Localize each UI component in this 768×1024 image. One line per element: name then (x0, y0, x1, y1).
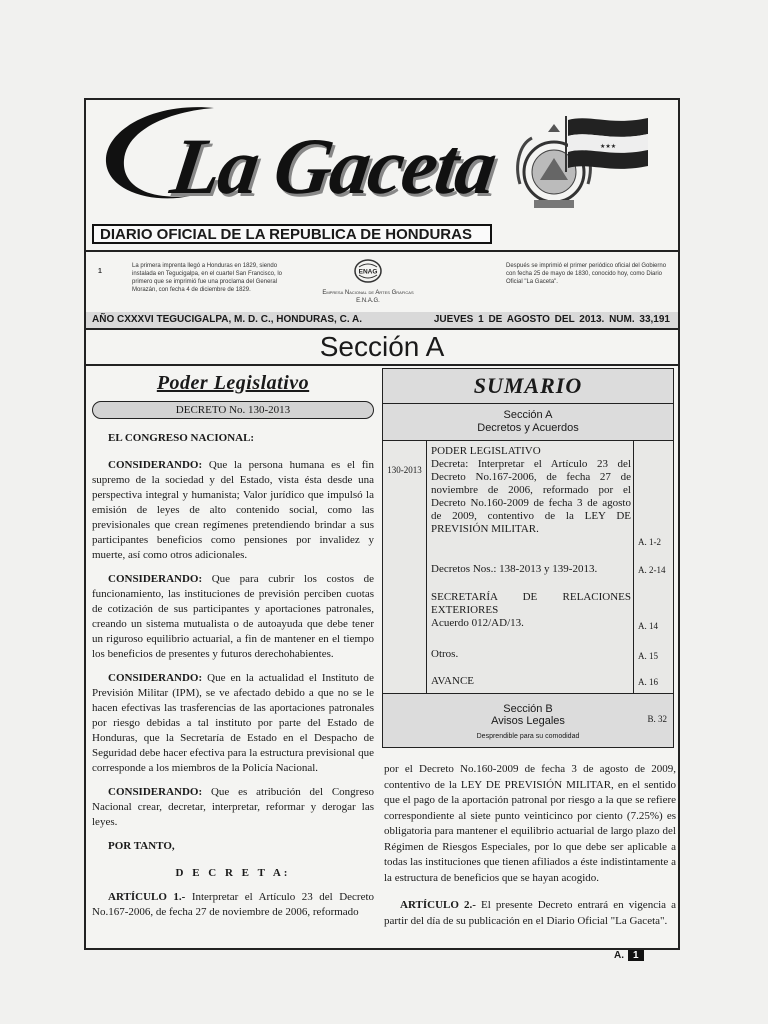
considerando-3 (92, 671, 374, 776)
considerando-3-label: CONSIDERANDO: (108, 672, 203, 684)
history-info-bar (86, 252, 678, 313)
page-ref-5: A. 16 (638, 677, 658, 687)
congress-heading: EL CONGRESO NACIONAL: (108, 432, 255, 444)
sumario-section-b[interactable] (383, 695, 673, 747)
decreta-heading: D E C R E T A: (175, 867, 291, 879)
section-title: Sección A (86, 330, 678, 366)
articulo-2-label: ARTÍCULO 2.- (400, 899, 476, 911)
page-ref-4: A. 15 (638, 651, 658, 661)
section-b-note: Desprendible para su comodidad (476, 733, 580, 740)
section-a-label: Sección A (503, 409, 553, 421)
enag-logo-icon (353, 258, 383, 284)
considerando-1 (92, 458, 374, 563)
articulo-1-label: ARTÍCULO 1.- (108, 891, 186, 903)
sumario-item-decretos[interactable]: Decretos Nos.: 138-2013 y 139-2013. (431, 563, 598, 575)
first-newspaper-history: Después se imprimió el primer periódico oficial del Gobierno con fecha 25 de mayo de 1830, conocido hoy, como Diario Oficial "La Gaceta". (506, 263, 667, 285)
logo-la-gaceta: La Gaceta (165, 123, 501, 211)
sumario-item-relaciones-exteriores[interactable] (431, 591, 631, 630)
sumario-item-poder-legislativo[interactable] (431, 445, 631, 536)
page-number (614, 950, 644, 961)
enag-name: Empresa Nacional de Artes Graficas (322, 290, 414, 296)
page-ref-1: A. 1-2 (638, 537, 661, 547)
sumario-item-otros[interactable]: Otros. (431, 648, 459, 660)
honduras-flag-icon (560, 114, 650, 174)
sumario-page-column (633, 441, 674, 693)
sumario-box (382, 368, 674, 748)
section-b-page: B. 32 (647, 714, 667, 724)
newspaper-page (84, 98, 680, 950)
articulo-2 (384, 898, 676, 929)
sumario-table (383, 441, 673, 694)
decree-number: DECRETO No. 130-2013 (92, 401, 374, 419)
page-section-letter: A. (614, 950, 624, 961)
sumario-item-avance[interactable]: AVANCE (431, 675, 474, 687)
considerando-2-label: CONSIDERANDO: (108, 573, 203, 585)
masthead (86, 100, 678, 252)
decree-ref-number: 130-2013 (383, 441, 427, 693)
section-b-label: Sección B (503, 703, 553, 715)
left-column (92, 368, 374, 929)
considerando-4-label: CONSIDERANDO: (108, 786, 203, 798)
articulo-1-continuation: por el Decreto No.160-2009 de fecha 3 de agosto de 2009, contentivo de la LEY DE PREVISIÓN MILITAR, en el sentido que el pago de la aportación patronal por riesgo a la que se refiere correspondiente al siete punto veinticinco por ciento (7.25%) es obligatoria para mantener el equilibrio actuarial de largo plazo del Régimen de Riesgos Especiales, por lo que debe ser aplicable a todas las instituciones que tienen afiliados a éste indistintamente a la estructura de beneficios que se hayan acogido. (384, 763, 676, 884)
svg-text:★★★: ★★★ (600, 144, 617, 150)
sumario-section-a (383, 404, 673, 441)
item-text: Decreta: Interpretar el Artículo 23 del Decreto No.167-2006, de fecha 27 de noviembre de 2006, reformado por el Decreto No.160-2009 de fecha 3 de agosto de 2009, contentivo de la LEY DE PREVISIÓN MILITAR. (431, 458, 631, 535)
first-press-history: La primera imprenta llegó a Honduras en 1829, siendo instalada en Tegucigalpa, en el cuartel San Francisco, lo primero que se imprimió fue una proclama del General Morazán, con fecha 4 de diciembre de 1829. (132, 263, 282, 293)
section-b-subtitle: Avisos Legales (491, 715, 565, 727)
considerando-1-text: Que la persona humana es el fin supremo de la sociedad y del Estado, vista ésta desde una perspectiva integral y humanista; Valor jurídico que impulsó la emisión de leyes de alto contenido social, como las previsionales que crean regímenes pretendiendo brindar a sus participantes beneficios como pensiones por invalidez y muerte, así como otros adicionales. (92, 459, 374, 561)
issue-date-number: JUEVES 1 DE AGOSTO DEL 2013. NUM. 33,191 (433, 314, 670, 325)
info-mark: 1 (98, 268, 102, 275)
articulo-2-text: El presente Decreto entrará en vigencia a partir del día de su publicación en el Diario Oficial "La Gaceta". (384, 899, 677, 927)
poder-legislativo-heading: Poder Legislativo (156, 372, 310, 394)
enag-badge: ENAG (358, 268, 378, 276)
date-bar (86, 312, 678, 330)
page-ref-2: A. 2-14 (638, 565, 666, 575)
articulo-1-text: Interpretar el Artículo 23 del Decreto No.167-2006, de fecha 27 de noviembre de 2006, reformado (92, 891, 375, 918)
page-ref-3: A. 14 (638, 621, 658, 631)
articulo-1 (92, 890, 374, 920)
sumario-title: SUMARIO (383, 369, 673, 404)
page-number-box: 1 (628, 950, 644, 961)
considerando-4-text: Que es atribución del Congreso Nacional crear, decretar, interpretar, reformar y derogar las leyes. (92, 786, 374, 828)
section-a-subtitle: Decretos y Acuerdos (477, 422, 579, 434)
enag-short: E.N.A.G. (356, 298, 380, 304)
considerando-1-label: CONSIDERANDO: (108, 459, 203, 471)
item-heading: SECRETARÍA DE RELACIONES EXTERIORES (431, 591, 631, 616)
considerando-4 (92, 785, 374, 830)
considerando-2 (92, 572, 374, 662)
diario-oficial-subtitle: DIARIO OFICIAL DE LA REPUBLICA DE HONDURAS (92, 224, 492, 244)
enag-block (318, 258, 418, 305)
year-location: AÑO CXXXVI TEGUCIGALPA, M. D. C., HONDURAS, C. A. (92, 314, 363, 325)
considerando-3-text: Que en la actualidad el Instituto de Previsión Militar (IPM), se ve afectado debido a que no se le hacen efectivas las trasferencias de las aportaciones patronales por riesgo debidas a tal instituto por parte del Estado de Honduras, que la Secretaría de Estado en el Despacho de Seguridad debe hacer efectiva para la estructura previsional que corresponde a los miembros de la Policía Nacional. (92, 672, 374, 774)
right-column (384, 762, 676, 941)
considerando-2-text: Que para cubrir los costos de funcionamiento, las instituciones de previsión perciben cuotas de cotización de sus participantes y aportaciones patronales, creando un sistema mutualista o de autoayuda que debe tener un riguroso equilibrio actuarial, a fin de mantener en el tiempo los beneficios de presentes y futuros derechohabientes. (92, 573, 374, 660)
item-heading: PODER LEGISLATIVO (431, 445, 541, 457)
por-tanto: POR TANTO, (108, 840, 175, 852)
item-text: Acuerdo 012/AD/13. (431, 617, 524, 629)
